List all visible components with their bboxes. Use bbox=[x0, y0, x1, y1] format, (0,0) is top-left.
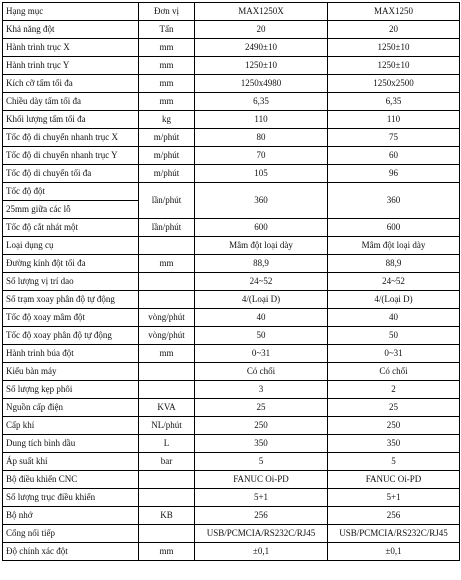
row-unit: mm bbox=[139, 75, 195, 93]
row-value-a: 600 bbox=[195, 219, 328, 237]
row-value-b: ±0,1 bbox=[328, 543, 460, 561]
row-value-a: 40 bbox=[195, 309, 328, 327]
table-body bbox=[3, 21, 460, 219]
row-value-a: 110 bbox=[195, 111, 328, 129]
row-value-b: 6,35 bbox=[328, 93, 460, 111]
row-value-b: 250 bbox=[328, 417, 460, 435]
table-row bbox=[3, 57, 460, 75]
row-unit: mm bbox=[139, 543, 195, 561]
row-unit: m/phút bbox=[139, 147, 195, 165]
table-row bbox=[3, 129, 460, 147]
row-item: Cấp khí bbox=[3, 417, 139, 435]
punch-speed-row bbox=[3, 183, 460, 201]
row-value-b: 5 bbox=[328, 453, 460, 471]
row-item: Khả năng đột bbox=[3, 21, 139, 39]
table-row bbox=[3, 75, 460, 93]
table-row bbox=[3, 309, 460, 327]
row-value-a: 6,35 bbox=[195, 93, 328, 111]
row-value-a: 3 bbox=[195, 381, 328, 399]
row-value-b: 256 bbox=[328, 507, 460, 525]
table-row bbox=[3, 471, 460, 489]
row-unit bbox=[139, 381, 195, 399]
row-unit: Tấn bbox=[139, 21, 195, 39]
row-value-a: 1250±10 bbox=[195, 57, 328, 75]
row-value-b: 4/(Loại D) bbox=[328, 291, 460, 309]
row-unit bbox=[139, 525, 195, 543]
table-row bbox=[3, 435, 460, 453]
row-value-b: 1250x2500 bbox=[328, 75, 460, 93]
table-body-2 bbox=[3, 219, 460, 561]
row-value-b: USB/PCMCIA/RS232C/RJ45 bbox=[328, 525, 460, 543]
row-value-b: FANUC Oi-PD bbox=[328, 471, 460, 489]
row-value-b: Mâm đột loại dày bbox=[328, 237, 460, 255]
row-item: Độ chính xác đột bbox=[3, 543, 139, 561]
row-value-a: 5 bbox=[195, 453, 328, 471]
row-unit: vòng/phút bbox=[139, 327, 195, 345]
row-item: Kiểu bàn máy bbox=[3, 363, 139, 381]
row-unit: KVA bbox=[139, 399, 195, 417]
row-unit: lần/phút bbox=[139, 219, 195, 237]
row-value-b: 2 bbox=[328, 381, 460, 399]
table-row bbox=[3, 525, 460, 543]
header-model-b: MAX1250 bbox=[328, 3, 460, 21]
punch-speed-label: Tốc độ đột bbox=[3, 183, 139, 201]
row-value-b: 40 bbox=[328, 309, 460, 327]
row-item: Dung tích bình dầu bbox=[3, 435, 139, 453]
row-item: Số lượng trục điều khiển bbox=[3, 489, 139, 507]
row-value-a: 20 bbox=[195, 21, 328, 39]
row-value-a: 105 bbox=[195, 165, 328, 183]
table-row bbox=[3, 507, 460, 525]
row-item: Bộ điều khiển CNC bbox=[3, 471, 139, 489]
row-item: Hành trình trục Y bbox=[3, 57, 139, 75]
punch-speed-value-a: 360 bbox=[195, 183, 328, 219]
row-value-a: 256 bbox=[195, 507, 328, 525]
row-unit bbox=[139, 273, 195, 291]
row-value-a: 2490±10 bbox=[195, 39, 328, 57]
row-item: Tốc độ di chuyển tối đa bbox=[3, 165, 139, 183]
row-value-a: 80 bbox=[195, 129, 328, 147]
row-value-a: ±0,1 bbox=[195, 543, 328, 561]
row-unit: kg bbox=[139, 111, 195, 129]
table-row bbox=[3, 363, 460, 381]
row-unit: mm bbox=[139, 345, 195, 363]
row-value-b: 600 bbox=[328, 219, 460, 237]
row-unit: NL/phút bbox=[139, 417, 195, 435]
row-value-a: 0~31 bbox=[195, 345, 328, 363]
row-value-b: 60 bbox=[328, 147, 460, 165]
row-unit bbox=[139, 471, 195, 489]
row-item: Đường kính đột tối đa bbox=[3, 255, 139, 273]
table-row bbox=[3, 21, 460, 39]
table-row bbox=[3, 237, 460, 255]
row-item: Tốc độ di chuyển nhanh trục X bbox=[3, 129, 139, 147]
row-item: Hành trình búa đột bbox=[3, 345, 139, 363]
row-value-a: Mâm đột loại dày bbox=[195, 237, 328, 255]
row-unit: mm bbox=[139, 255, 195, 273]
row-unit bbox=[139, 489, 195, 507]
row-item: Số trạm xoay phân độ tự động bbox=[3, 291, 139, 309]
row-value-b: 88,9 bbox=[328, 255, 460, 273]
table-row bbox=[3, 219, 460, 237]
row-value-b: 96 bbox=[328, 165, 460, 183]
table-row bbox=[3, 453, 460, 471]
punch-speed-condition: 25mm giữa các lỗ bbox=[3, 201, 139, 219]
row-value-a: 350 bbox=[195, 435, 328, 453]
row-unit: m/phút bbox=[139, 165, 195, 183]
row-value-b: Có chổi bbox=[328, 363, 460, 381]
row-unit: mm bbox=[139, 39, 195, 57]
punch-speed-value-b: 360 bbox=[328, 183, 460, 219]
row-value-b: 50 bbox=[328, 327, 460, 345]
row-item: Tốc độ xoay phân độ tự động bbox=[3, 327, 139, 345]
table-row bbox=[3, 147, 460, 165]
row-value-b: 75 bbox=[328, 129, 460, 147]
row-value-b: 110 bbox=[328, 111, 460, 129]
table-row bbox=[3, 39, 460, 57]
row-unit bbox=[139, 237, 195, 255]
table-row bbox=[3, 291, 460, 309]
row-value-a: 4/(Loại D) bbox=[195, 291, 328, 309]
row-value-b: 1250±10 bbox=[328, 39, 460, 57]
row-value-a: 25 bbox=[195, 399, 328, 417]
row-unit: L bbox=[139, 435, 195, 453]
table-row bbox=[3, 381, 460, 399]
table-row bbox=[3, 255, 460, 273]
row-value-a: 50 bbox=[195, 327, 328, 345]
row-value-a: 250 bbox=[195, 417, 328, 435]
row-item: Cổng nối tiếp bbox=[3, 525, 139, 543]
row-value-a: 70 bbox=[195, 147, 328, 165]
row-unit bbox=[139, 363, 195, 381]
row-item: Số lượng kẹp phôi bbox=[3, 381, 139, 399]
row-value-b: 1250±10 bbox=[328, 57, 460, 75]
row-unit: mm bbox=[139, 93, 195, 111]
row-item: Số lượng vị trí dao bbox=[3, 273, 139, 291]
table-row bbox=[3, 273, 460, 291]
row-value-b: 0~31 bbox=[328, 345, 460, 363]
row-unit: mm bbox=[139, 57, 195, 75]
table-row bbox=[3, 93, 460, 111]
row-item: Chiều dày tấm tối đa bbox=[3, 93, 139, 111]
row-value-b: 24~52 bbox=[328, 273, 460, 291]
row-item: Áp suất khí bbox=[3, 453, 139, 471]
table-row bbox=[3, 399, 460, 417]
spec-table bbox=[2, 2, 460, 561]
table-row bbox=[3, 165, 460, 183]
row-unit: m/phút bbox=[139, 129, 195, 147]
row-value-b: 350 bbox=[328, 435, 460, 453]
row-value-a: 5+1 bbox=[195, 489, 328, 507]
row-item: Nguồn cấp điện bbox=[3, 399, 139, 417]
row-value-a: FANUC Oi-PD bbox=[195, 471, 328, 489]
header-unit: Đơn vị bbox=[139, 3, 195, 21]
table-row bbox=[3, 417, 460, 435]
row-item: Tốc độ xoay mâm đột bbox=[3, 309, 139, 327]
row-item: Tốc độ cắt nhát một bbox=[3, 219, 139, 237]
table-row bbox=[3, 489, 460, 507]
row-value-b: 5+1 bbox=[328, 489, 460, 507]
row-unit: vòng/phút bbox=[139, 309, 195, 327]
row-item: Kích cỡ tấm tối đa bbox=[3, 75, 139, 93]
row-item: Hành trình trục X bbox=[3, 39, 139, 57]
row-value-a: USB/PCMCIA/RS232C/RJ45 bbox=[195, 525, 328, 543]
row-value-a: 1250x4980 bbox=[195, 75, 328, 93]
punch-speed-unit: lần/phút bbox=[139, 183, 195, 219]
header-row bbox=[3, 3, 460, 21]
table-row bbox=[3, 543, 460, 561]
row-value-a: Có chổi bbox=[195, 363, 328, 381]
table-row bbox=[3, 345, 460, 363]
table-row bbox=[3, 111, 460, 129]
row-item: Khối lượng tấm tối đa bbox=[3, 111, 139, 129]
table-row bbox=[3, 327, 460, 345]
row-item: Tốc độ di chuyển nhanh trục Y bbox=[3, 147, 139, 165]
row-value-a: 88,9 bbox=[195, 255, 328, 273]
row-value-a: 24~52 bbox=[195, 273, 328, 291]
row-item: Loại dụng cụ bbox=[3, 237, 139, 255]
row-value-b: 20 bbox=[328, 21, 460, 39]
header-item: Hạng mục bbox=[3, 3, 139, 21]
row-value-b: 25 bbox=[328, 399, 460, 417]
row-unit: KB bbox=[139, 507, 195, 525]
header-model-a: MAX1250X bbox=[195, 3, 328, 21]
row-unit bbox=[139, 291, 195, 309]
row-item: Bộ nhớ bbox=[3, 507, 139, 525]
row-unit: bar bbox=[139, 453, 195, 471]
